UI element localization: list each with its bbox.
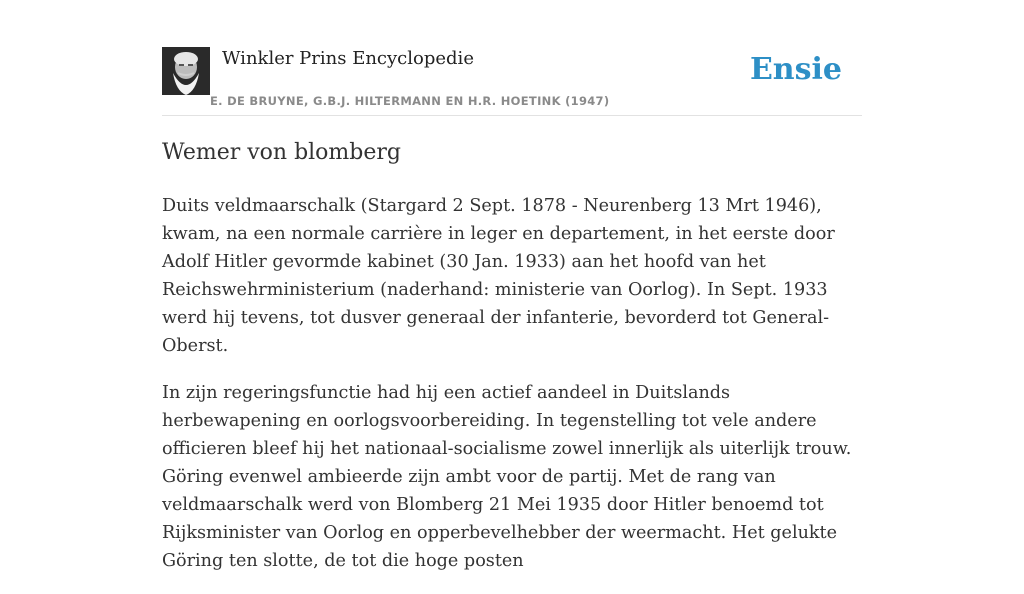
article-paragraph: In zijn regeringsfunctie had hij een actief aandeel in Duitslands herbewapening en oorlogsvoorbereiding. In tegenstelling tot vele andere officieren bleef hij het nationaal-socialisme zowel innerlijk als uiterlijk trouw. Göring evenwel ambieerde zijn ambt voor de partij. Met de rang van veldmaarschalk werd von Blomberg 21 Mei 1935 door Hitler benoemd tot Rijksminister van Oorlog en opperbevelhebber der weermacht. Het gelukte Göring ten slotte, de tot die hoge posten <box>162 383 852 571</box>
article-body <box>162 192 862 594</box>
article-paragraph: Duits veldmaarschalk (Stargard 2 Sept. 1878 - Neurenberg 13 Mrt 1946), kwam, na een normale carrière in leger en departement, in het eerste door Adolf Hitler gevormde kabinet (30 Jan. 1933) aan het hoofd van het Reichswehrministerium (naderhand: ministerie van Oorlog). In Sept. 1933 werd hij tevens, tot dusver generaal der infanterie, bevorderd tot General-Oberst. <box>162 196 835 356</box>
source-authors: E. DE BRUYNE, G.B.J. HILTERMANN EN H.R. HOETINK (1947) <box>210 94 610 108</box>
source-avatar-icon[interactable] <box>162 47 210 95</box>
article-title: Wemer von blomberg <box>162 140 401 165</box>
ensie-logo[interactable]: Ensie <box>749 52 842 87</box>
source-header <box>162 46 862 116</box>
source-title[interactable]: Winkler Prins Encyclopedie <box>222 48 474 69</box>
